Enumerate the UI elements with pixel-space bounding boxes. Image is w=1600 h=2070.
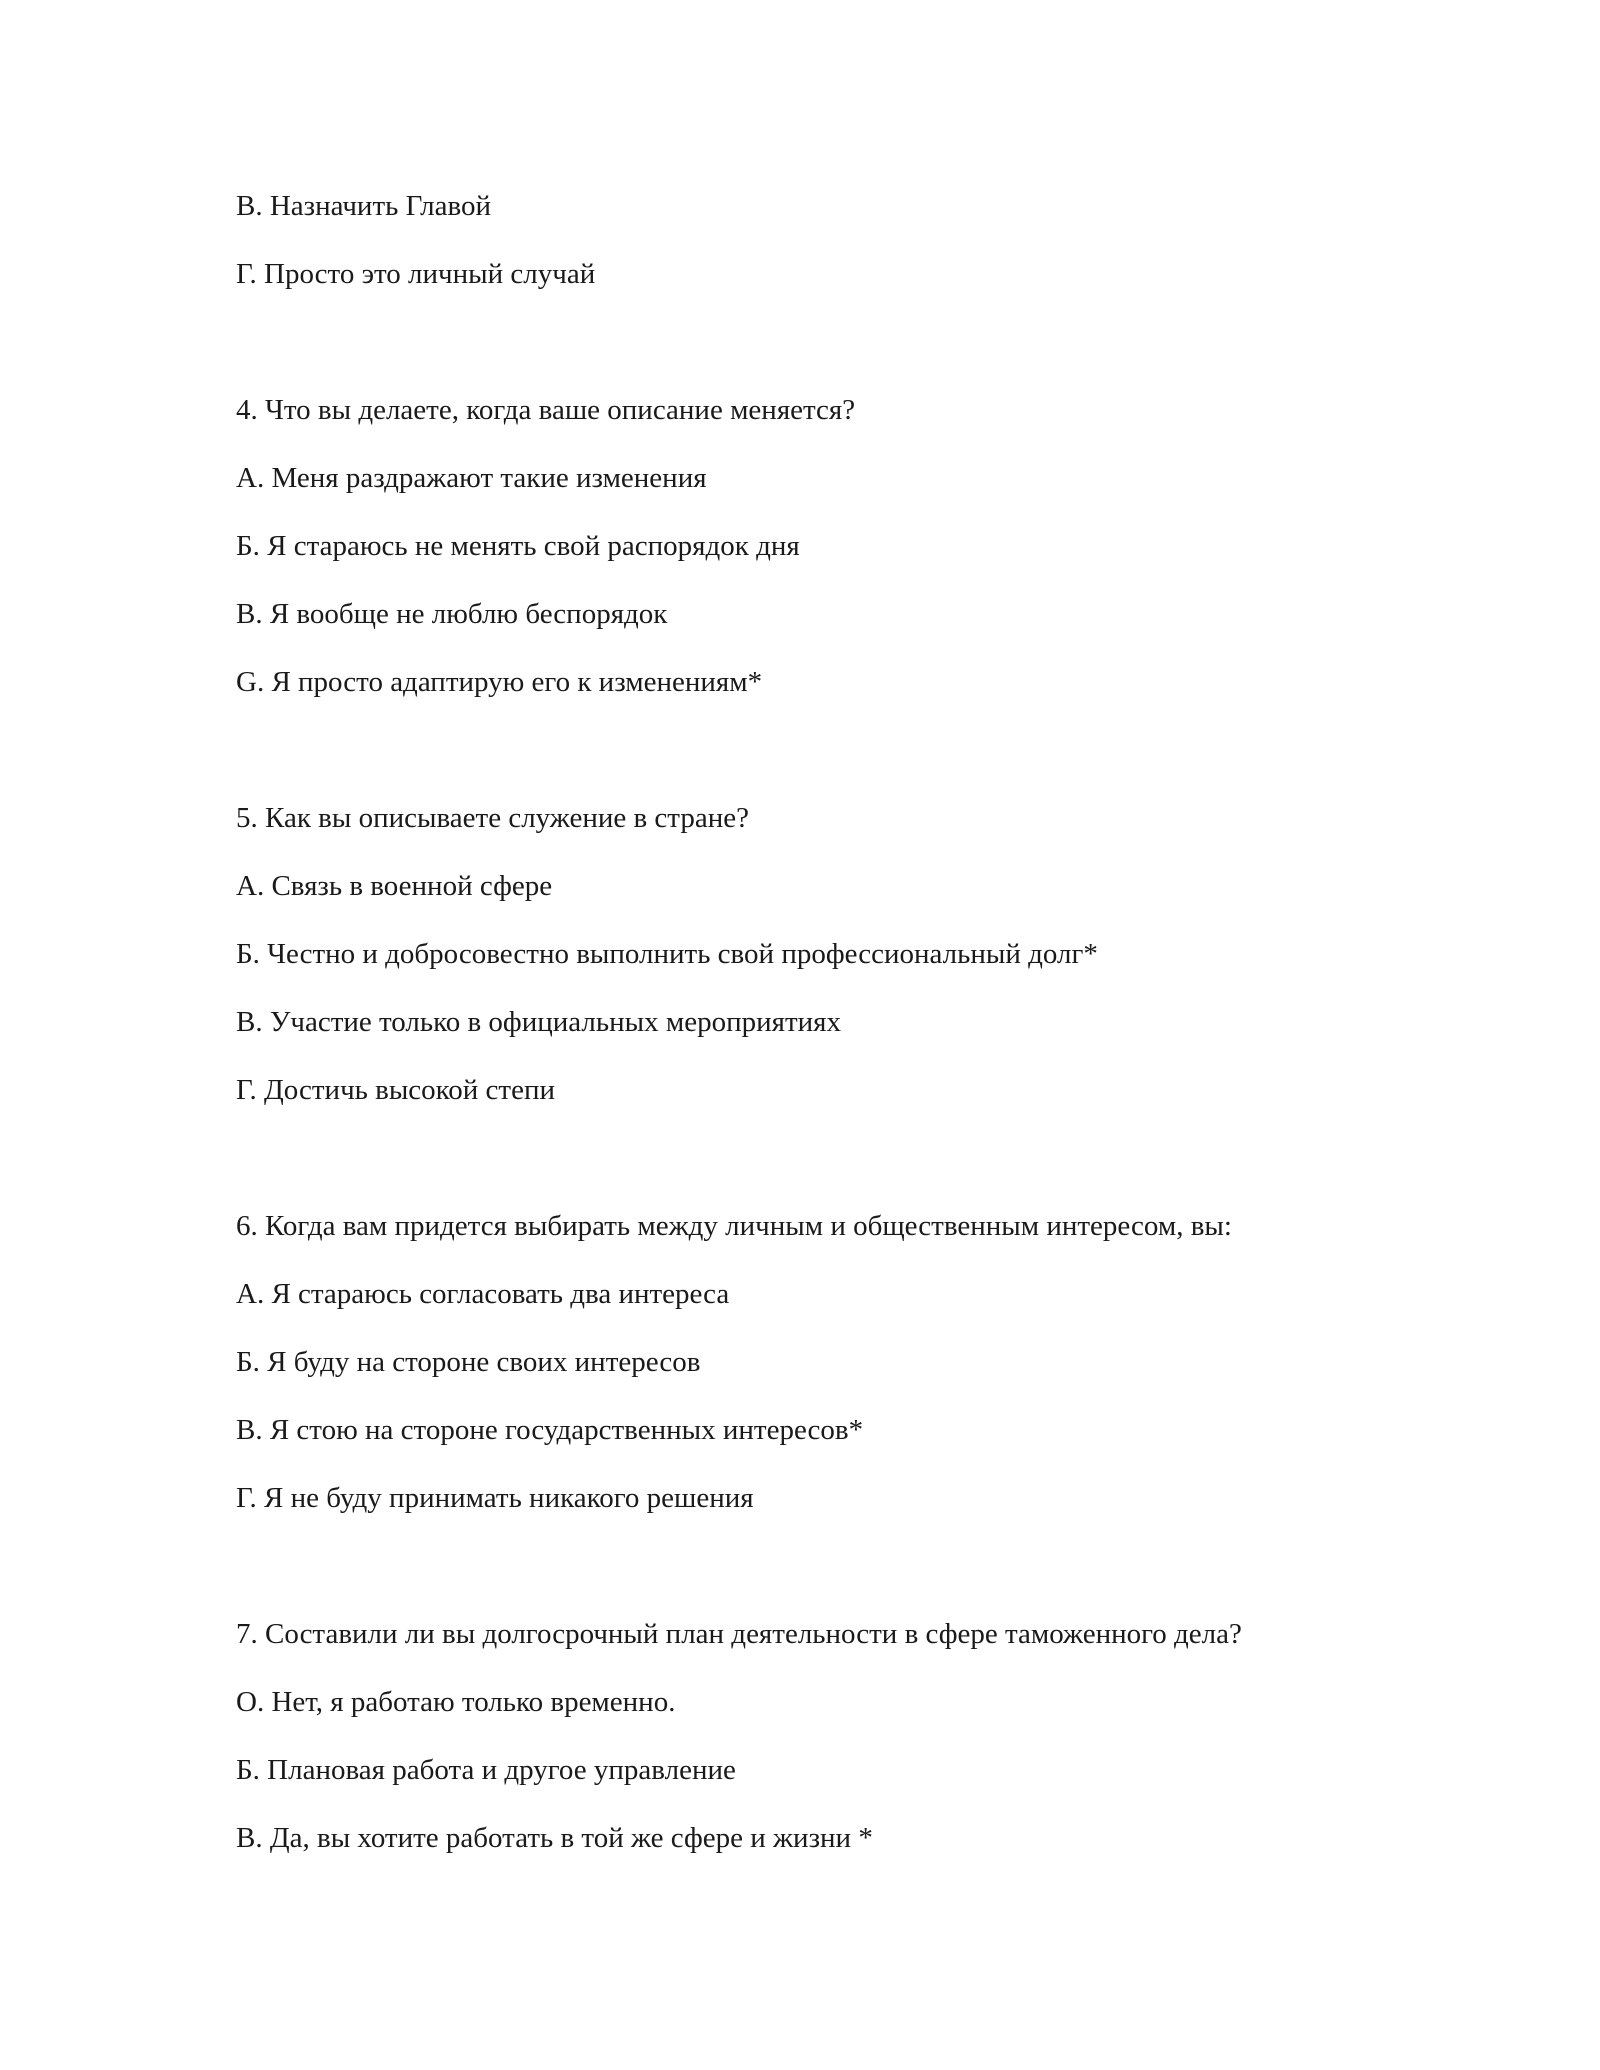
question-6: 6. Когда вам придется выбирать между личным и общественным интересом, вы: — [236, 1210, 1232, 1242]
q4-option-b: Б. Я стараюсь не менять свой распорядок дня — [236, 530, 800, 562]
q4-option-v: В. Я вообще не люблю беспорядок — [236, 598, 668, 630]
q5-option-v: В. Участие только в официальных мероприятиях — [236, 1006, 841, 1038]
q3-option-g: Г. Просто это личный случай — [236, 258, 596, 290]
q5-option-g: Г. Достичь высокой степи — [236, 1074, 556, 1106]
question-4: 4. Что вы делаете, когда ваше описание меняется? — [236, 394, 856, 426]
q7-option-b: Б. Плановая работа и другое управление — [236, 1754, 736, 1786]
question-5: 5. Как вы описываете служение в стране? — [236, 802, 749, 834]
question-7: 7. Составили ли вы долгосрочный план деятельности в сфере таможенного дела? — [236, 1618, 1242, 1650]
q4-option-a: А. Меня раздражают такие изменения — [236, 462, 707, 494]
q6-option-a: А. Я стараюсь согласовать два интереса — [236, 1278, 730, 1310]
q3-option-v: В. Назначить Главой — [236, 190, 492, 222]
q5-option-a: А. Связь в военной сфере — [236, 870, 553, 902]
q6-option-b: Б. Я буду на стороне своих интересов — [236, 1346, 701, 1378]
q6-option-g: Г. Я не буду принимать никакого решения — [236, 1482, 754, 1514]
q5-option-b: Б. Честно и добросовестно выполнить свой профессиональный долг* — [236, 938, 1098, 970]
q7-option-o: О. Нет, я работаю только временно. — [236, 1686, 676, 1718]
q6-option-v: В. Я стою на стороне государственных интересов* — [236, 1414, 864, 1446]
q7-option-v: В. Да, вы хотите работать в той же сфере и жизни * — [236, 1822, 873, 1854]
q4-option-g: G. Я просто адаптирую его к изменениям* — [236, 666, 763, 698]
